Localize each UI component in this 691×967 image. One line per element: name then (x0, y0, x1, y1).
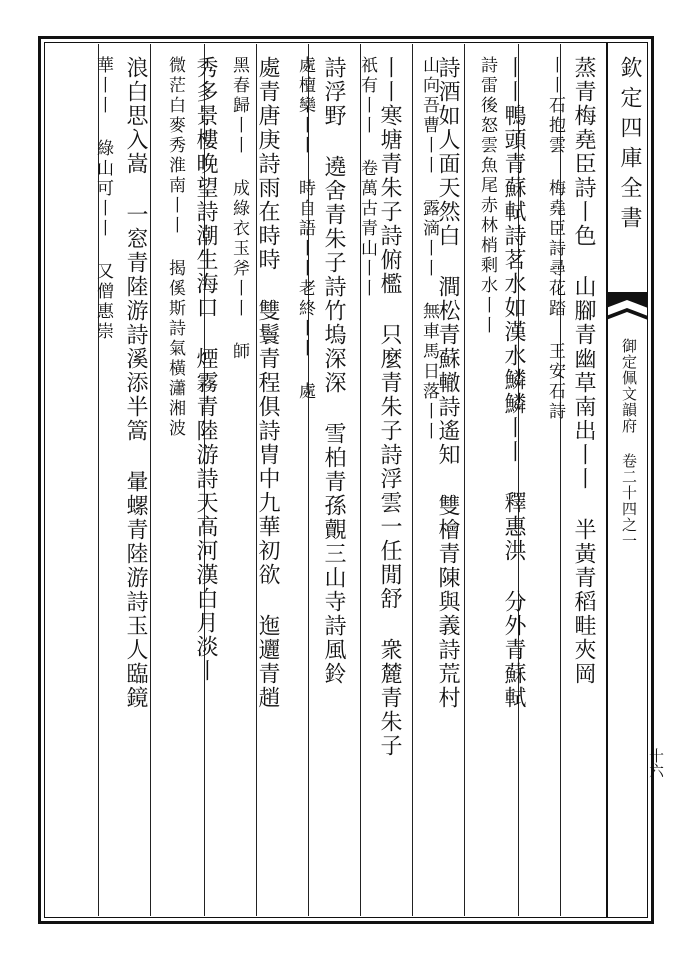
column-rule (464, 44, 465, 916)
text-column-3: 丨丨鴨頭青蘇軾詩茗水如漢水鱗鱗丨丨 釋惠洪 分外青蘇軾 (501, 56, 526, 710)
text-column-13: 秀多景樓晚望詩潮生海口 煙霧青陸游詩天高河漢白月淡丨 (193, 56, 218, 683)
column-rule (150, 44, 151, 916)
text-column-5: 詩酒如人面天然白 澗松青蘇轍詩遙知 雙檜青陳與義詩荒村 (435, 56, 460, 710)
text-column-15: 浪白思入嵩 一窓青陸游詩溪添半篙 暈螺青陸游詩玉人臨鏡 (123, 56, 148, 710)
column-rule (412, 44, 413, 916)
text-column-1: 蒸青梅堯臣詩丨色 山腳青幽草南出丨丨 半黃青稻畦夾岡 (571, 56, 596, 686)
text-column-8: 祇有丨丨 卷萬古青山丨丨 (357, 56, 377, 299)
book-title: 欽定四庫全書 (617, 56, 642, 236)
text-column-7: 丨丨寒塘青朱子詩俯檻 只麼青朱子詩浮雲一任閒舒 衆麓青朱子 (377, 56, 402, 758)
text-column-12: 黑春歸丨丨 成綠衣玉斧丨丨 師 (229, 56, 249, 362)
text-column-11: 處青唐庚詩雨在時時 雙鬟青程俱詩胄中九華初欲 迤邐青趙 (255, 56, 280, 710)
text-column-16: 華丨丨 綠山可丨丨 又僧惠崇 (93, 56, 113, 342)
fish-tail-ornament-icon (606, 292, 648, 332)
text-column-4: 詩雷後怒雲魚尾赤林梢剩水丨丨 (477, 56, 497, 336)
page-number: 十六 (647, 748, 665, 778)
section-label: 御定佩文韻府 卷二十四之一 (620, 338, 638, 549)
text-column-10: 處檀欒丨丨 時自語丨丨老終丨丨 處 (295, 56, 315, 402)
text-column-6: 山向吾曹丨丨 露滴丨丨 無車馬日落丨丨 (419, 56, 439, 442)
text-column-9: 詩浮野 遶舍青朱子詩竹塢深深 雪柏青孫覿三山寺詩風鈴 (321, 56, 346, 686)
text-column-14: 微茫白麥秀淮南丨丨 揭傒斯詩氣橫瀟湘波 (165, 56, 185, 439)
text-column-2: 丨丨石抱雲 梅堯臣詩尋花踏 王安石詩 (545, 56, 565, 422)
